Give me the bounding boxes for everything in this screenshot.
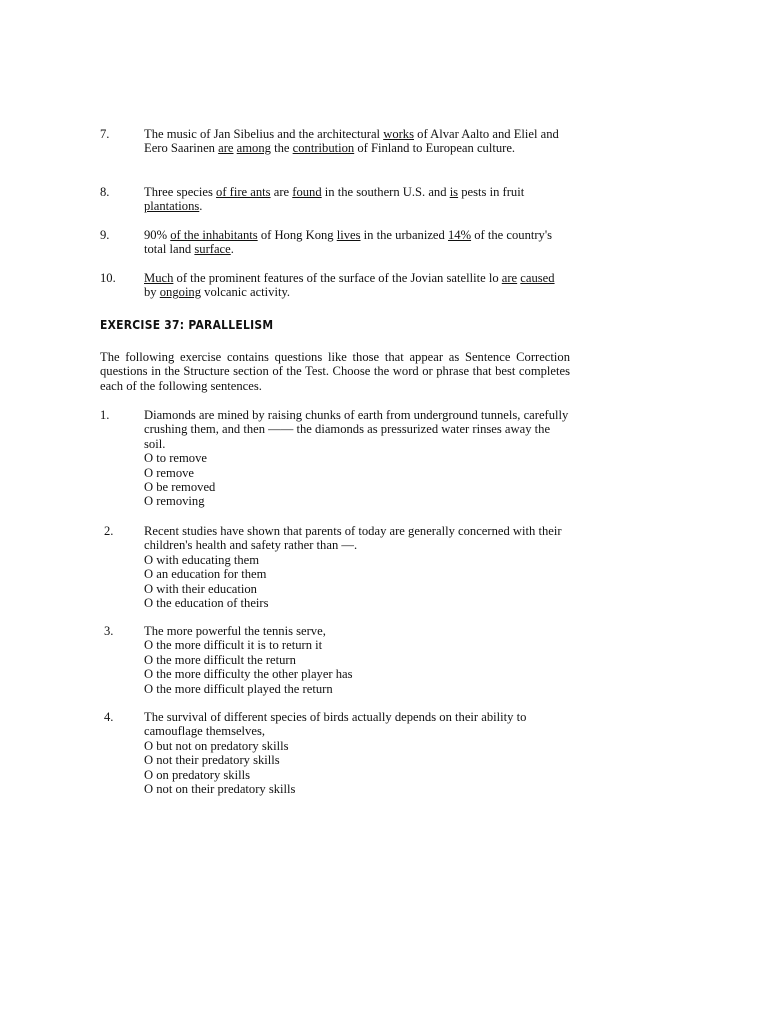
exercise-heading: EXERCISE 37: PARALLELISM [100,317,274,332]
item-number: 9. [100,228,110,242]
underlined-segment: Much [144,271,174,285]
answer-option[interactable]: O not their predatory skills [144,753,280,768]
underlined-segment: of fire ants [216,185,271,199]
underlined-segment: ongoing [159,285,202,300]
question-number: 4. [104,710,114,724]
question [100,710,570,796]
answer-option[interactable]: O the more difficult it is to return it [144,638,323,653]
answer-option[interactable]: O to remove [144,451,207,466]
item-number: 10. [100,271,116,285]
underlined-segment: caused [520,271,555,285]
previous-item [100,271,570,300]
item-sentence: 90% of the inhabitants of Hong Kong lives in the urbanized 14% of the country's total land surface. [144,228,553,257]
exercise-intro: The following exercise contains questions like those that appear as Sentence Correction questions in the Structure section of the Test. Choose the word or phrase that best completes each of the following sentences. [100,350,570,393]
answer-option[interactable]: O be removed [144,480,216,495]
underlined-segment: found [292,185,322,199]
underlined-segment: works [383,127,415,141]
question-stem: Recent studies have shown that parents of today are generally concerned with their children's health and safety rather than —. [144,524,562,553]
item-number: 8. [100,185,110,199]
question [100,624,570,696]
answer-option[interactable]: O with educating them [144,552,260,567]
underlined-segment: is [449,185,459,199]
underlined-segment: 14% [447,228,472,242]
answer-option[interactable]: O on predatory skills [144,767,250,782]
answer-option[interactable]: O an education for them [144,567,267,582]
underlined-segment: lives [336,228,361,242]
question [100,524,570,610]
answer-option[interactable]: O the more difficult played the return [144,681,333,696]
item-number: 7. [100,127,110,141]
question [100,408,570,509]
question-stem: Diamonds are mined by raising chunks of earth from underground tunnels, carefully crushing them, and then —— the diamonds as pressurized water rinses away the soil. [144,408,569,451]
answer-option[interactable]: O the education of theirs [144,596,269,611]
previous-item [100,185,570,214]
previous-item [100,228,570,257]
answer-option[interactable]: O the more difficulty the other player has [144,667,353,682]
item-sentence: Three species of fire ants are found in the southern U.S. and is pests in fruit plantations. [144,185,525,214]
answer-option[interactable]: O but not on predatory skills [144,738,289,753]
underlined-segment: are [218,141,234,156]
answer-option[interactable]: O with their education [144,581,257,596]
underlined-segment: of the inhabitants [170,228,258,242]
question-number: 1. [100,408,110,422]
underlined-segment: surface [194,242,231,257]
question-stem: The survival of different species of birds actually depends on their ability to camouflage themselves, [144,710,527,739]
underlined-segment: plantations [144,199,200,214]
answer-option[interactable]: O the more difficult the return [144,652,296,667]
answer-option[interactable]: O removing [144,494,205,509]
item-sentence: Much of the prominent features of the surface of the Jovian satellite lo are caused by ongoing volcanic activity. [144,271,555,300]
underlined-segment: are [501,271,518,285]
answer-option[interactable]: O not on their predatory skills [144,782,296,797]
answer-option[interactable]: O remove [144,465,195,480]
question-number: 3. [104,624,114,638]
item-sentence: The music of Jan Sibelius and the architectural works of Alvar Aalto and Eliel and Eero Saarinen are among the contribution of Finland to European culture. [144,127,559,156]
underlined-segment: contribution [292,141,355,156]
question-stem: The more powerful the tennis serve, [144,624,326,638]
question-number: 2. [104,524,114,538]
previous-item [100,127,570,156]
underlined-segment: among [236,141,271,156]
